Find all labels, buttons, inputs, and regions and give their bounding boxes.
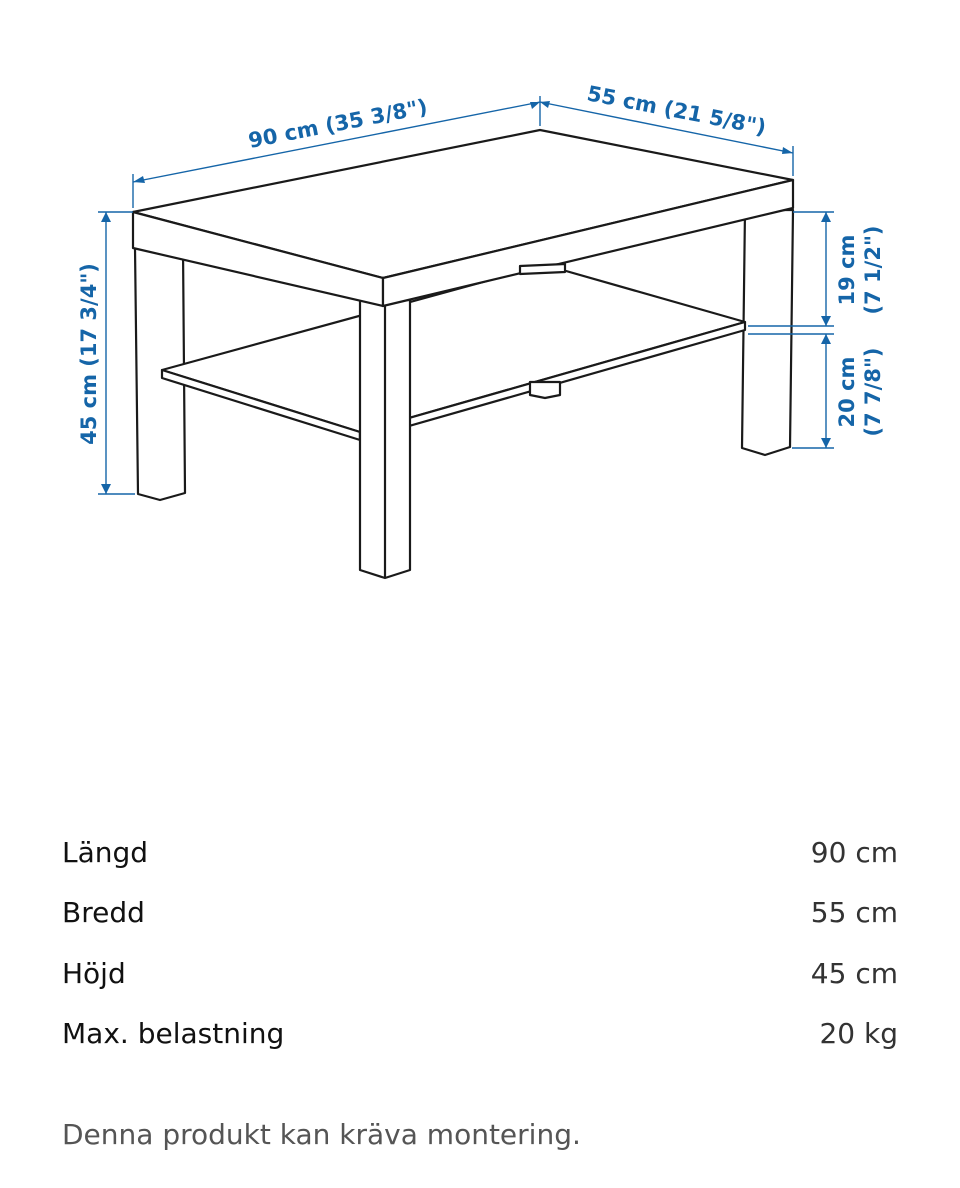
spec-label: Höjd — [62, 956, 126, 990]
spec-label: Max. belastning — [62, 1017, 285, 1051]
spec-value: 45 cm — [810, 956, 898, 990]
spec-value: 55 cm — [810, 896, 898, 930]
spec-row-width — [62, 883, 898, 944]
spec-row-max-load — [62, 1004, 898, 1065]
length-dimension-label: 90 cm (35 3/8") — [246, 94, 430, 153]
height-dimension-label: 45 cm (17 3/4") — [77, 263, 101, 445]
spec-label: Längd — [62, 835, 149, 869]
shelf-height-in-label: (7 7/8") — [861, 347, 885, 437]
assembly-note: Denna produkt kan kräva montering. — [62, 1118, 581, 1151]
apron-block — [520, 264, 565, 274]
spec-row-length — [62, 822, 898, 883]
upper-gap-cm-label: 19 cm — [835, 234, 859, 306]
spec-value: 90 cm — [810, 835, 898, 869]
upper-gap-in-label: (7 1/2") — [861, 225, 885, 315]
spec-label: Bredd — [62, 896, 145, 930]
shelf-support — [530, 382, 560, 398]
spec-row-height — [62, 943, 898, 1004]
shelf-height-cm-label: 20 cm — [835, 356, 859, 428]
back-right-leg — [742, 210, 793, 455]
width-dimension-label: 55 cm (21 5/8") — [585, 81, 769, 140]
dimension-spec-list — [62, 822, 898, 1064]
spec-value: 20 kg — [819, 1017, 898, 1051]
table-drawing — [133, 130, 793, 578]
